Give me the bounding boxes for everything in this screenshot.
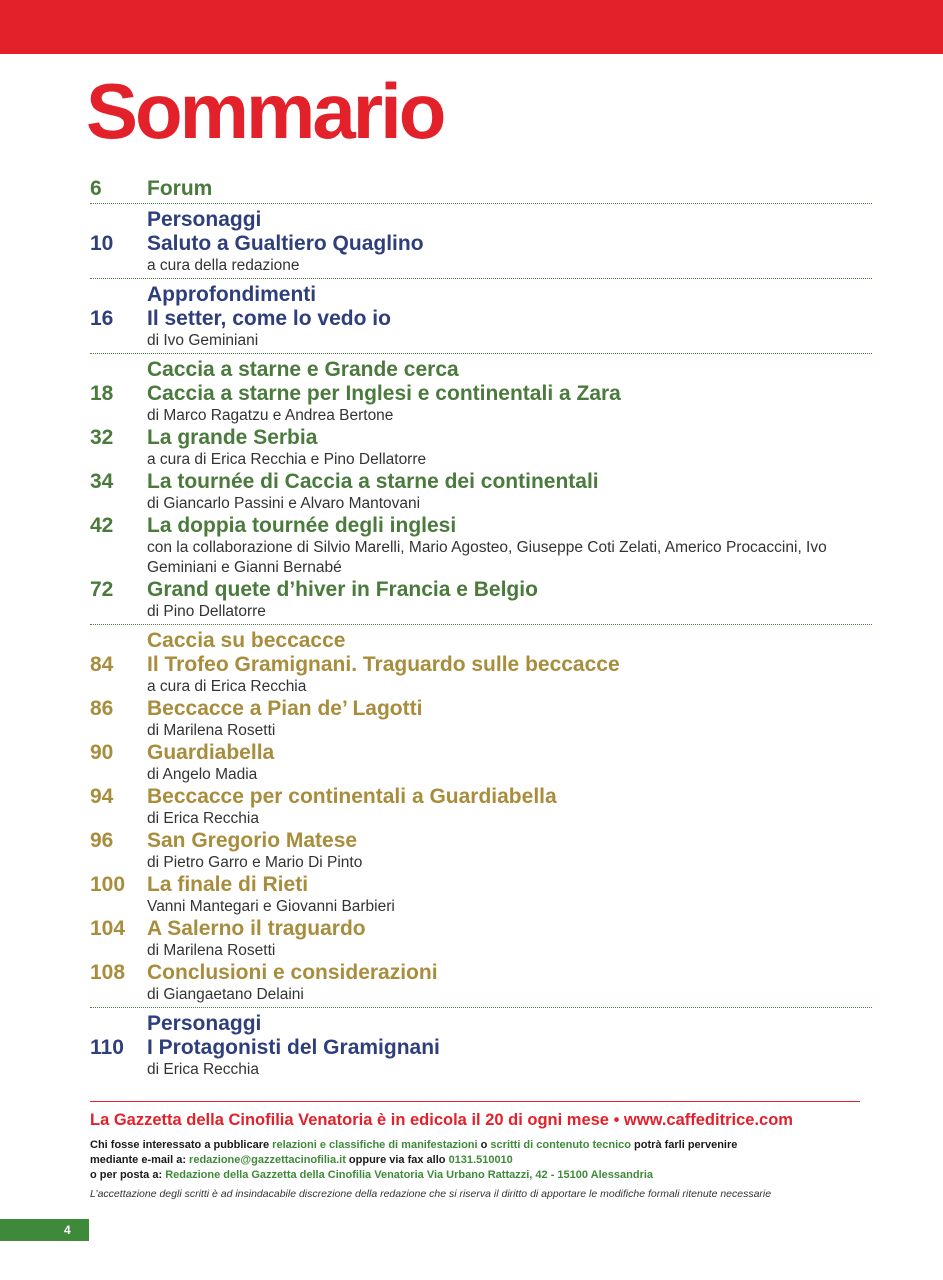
entry-title: A Salerno il traguardo bbox=[147, 917, 366, 940]
section-category: Personaggi bbox=[147, 208, 262, 231]
page-ref: 72 bbox=[90, 578, 114, 601]
entry-title: Grand quete d’hiver in Francia e Belgio bbox=[147, 578, 538, 601]
toc-entry[interactable] bbox=[90, 917, 872, 961]
toc-entry[interactable] bbox=[90, 741, 872, 785]
top-red-bar bbox=[0, 0, 943, 54]
entry-title: Beccacce a Pian de’ Lagotti bbox=[147, 697, 423, 720]
toc-entry[interactable] bbox=[90, 470, 872, 514]
page-ref: 6 bbox=[90, 177, 102, 200]
entry-title: Conclusioni e considerazioni bbox=[147, 961, 438, 984]
toc-section bbox=[90, 358, 872, 625]
toc-entry[interactable] bbox=[90, 578, 872, 622]
entry-title: Beccacce per continentali a Guardiabella bbox=[147, 785, 557, 808]
toc-entry[interactable] bbox=[90, 514, 872, 578]
page-ref: 100 bbox=[90, 873, 126, 896]
page-ref: 32 bbox=[90, 426, 114, 449]
entry-title: Forum bbox=[147, 177, 213, 200]
footer-divider bbox=[90, 1101, 860, 1102]
page-ref: 96 bbox=[90, 829, 114, 852]
toc-entry[interactable] bbox=[90, 697, 872, 741]
entry-title: Caccia a starne per Inglesi e continentali a Zara bbox=[147, 382, 621, 405]
table-of-contents bbox=[90, 177, 872, 1086]
disclaimer: L’accettazione degli scritti è ad insindacabile discrezione della redazione che si riserva il diritto di apportare le modifiche formali ritenute necessarie bbox=[90, 1188, 772, 1200]
page-ref: 10 bbox=[90, 232, 114, 255]
toc-section bbox=[90, 177, 872, 204]
entry-author: a cura di Erica Recchia bbox=[147, 678, 307, 695]
page-ref: 42 bbox=[90, 514, 114, 537]
page-ref: 90 bbox=[90, 741, 114, 764]
toc-entry[interactable] bbox=[90, 785, 872, 829]
section-category: Personaggi bbox=[147, 1012, 262, 1035]
toc-section bbox=[90, 283, 872, 354]
entry-title: Il Trofeo Gramignani. Traguardo sulle beccacce bbox=[147, 653, 620, 676]
section-category: Caccia su beccacce bbox=[147, 629, 346, 652]
page-ref: 18 bbox=[90, 382, 114, 405]
toc-section bbox=[90, 629, 872, 1008]
entry-author: di Ivo Geminiani bbox=[147, 332, 259, 349]
toc-entry[interactable] bbox=[90, 177, 872, 201]
entry-title: San Gregorio Matese bbox=[147, 829, 358, 852]
entry-author: con la collaborazione di Silvio Marelli, Mario Agosteo, Giuseppe Coti Zelati, Americo Procaccini, Ivo Geminiani e Gianni Bernabé bbox=[147, 539, 827, 576]
toc-entry[interactable] bbox=[90, 961, 872, 1005]
entry-title: Guardiabella bbox=[147, 741, 275, 764]
section-category: Approfondimenti bbox=[147, 283, 317, 306]
toc-section bbox=[90, 1012, 872, 1082]
toc-entry[interactable] bbox=[90, 426, 872, 470]
info-line-2: mediante e-mail a: redazione@gazzettacinofilia.it oppure via fax allo 0131.510010 bbox=[90, 1154, 513, 1166]
entry-author: di Erica Recchia bbox=[147, 1061, 259, 1078]
entry-title: Saluto a Gualtiero Quaglino bbox=[147, 232, 424, 255]
info-line-3: o per posta a: Redazione della Gazzetta della Cinofilia Venatoria Via Urbano Rattazzi, 42 - 15100 Alessandria bbox=[90, 1169, 654, 1181]
toc-entry[interactable] bbox=[90, 829, 872, 873]
entry-title: La tournée di Caccia a starne dei continentali bbox=[147, 470, 599, 493]
toc-entry[interactable] bbox=[90, 1036, 872, 1080]
entry-author: a cura della redazione bbox=[147, 257, 300, 274]
entry-author: di Angelo Madia bbox=[147, 766, 258, 783]
page-title: Sommario bbox=[86, 67, 444, 155]
info-line-1: Chi fosse interessato a pubblicare relazioni e classifiche di manifestazioni o scritti di contenuto tecnico potrà farli pervenire bbox=[90, 1139, 738, 1151]
entry-author: di Giancarlo Passini e Alvaro Mantovani bbox=[147, 495, 421, 512]
page-ref: 104 bbox=[90, 917, 126, 940]
entry-author: a cura di Erica Recchia e Pino Dellatorre bbox=[147, 451, 427, 468]
section-category: Caccia a starne e Grande cerca bbox=[147, 358, 459, 381]
toc-entry[interactable] bbox=[90, 382, 872, 426]
entry-author: Vanni Mantegari e Giovanni Barbieri bbox=[147, 898, 395, 915]
entry-title: Il setter, come lo vedo io bbox=[147, 307, 391, 330]
entry-author: di Marilena Rosetti bbox=[147, 722, 276, 739]
entry-title: La grande Serbia bbox=[147, 426, 318, 449]
toc-entry[interactable] bbox=[90, 873, 872, 917]
entry-author: di Erica Recchia bbox=[147, 810, 259, 827]
toc-entry[interactable] bbox=[90, 307, 872, 351]
entry-author: di Marilena Rosetti bbox=[147, 942, 276, 959]
entry-author: di Pietro Garro e Mario Di Pinto bbox=[147, 854, 363, 871]
submission-info bbox=[90, 1138, 890, 1183]
entry-title: La finale di Rieti bbox=[147, 873, 309, 896]
page-ref: 86 bbox=[90, 697, 114, 720]
toc-section bbox=[90, 208, 872, 279]
entry-author: di Marco Ragatzu e Andrea Bertone bbox=[147, 407, 394, 424]
page-number: 4 bbox=[64, 1223, 71, 1237]
entry-title: I Protagonisti del Gramignani bbox=[147, 1036, 440, 1059]
page-ref: 34 bbox=[90, 470, 114, 493]
entry-author: di Pino Dellatorre bbox=[147, 603, 266, 620]
page-ref: 108 bbox=[90, 961, 126, 984]
page-number-box bbox=[0, 1219, 89, 1241]
entry-title: La doppia tournée degli inglesi bbox=[147, 514, 457, 537]
toc-entry[interactable] bbox=[90, 653, 872, 697]
toc-entry[interactable] bbox=[90, 232, 872, 276]
page-ref: 94 bbox=[90, 785, 114, 808]
gazzetta-notice: La Gazzetta della Cinofilia Venatoria è in edicola il 20 di ogni mese • www.caffeditrice.com bbox=[90, 1111, 793, 1129]
email-link[interactable]: redazione@gazzettacinofilia.it bbox=[189, 1154, 346, 1166]
page-ref: 84 bbox=[90, 653, 114, 676]
page-ref: 16 bbox=[90, 307, 114, 330]
page-ref: 110 bbox=[90, 1036, 124, 1059]
entry-author: di Giangaetano Delaini bbox=[147, 986, 304, 1003]
